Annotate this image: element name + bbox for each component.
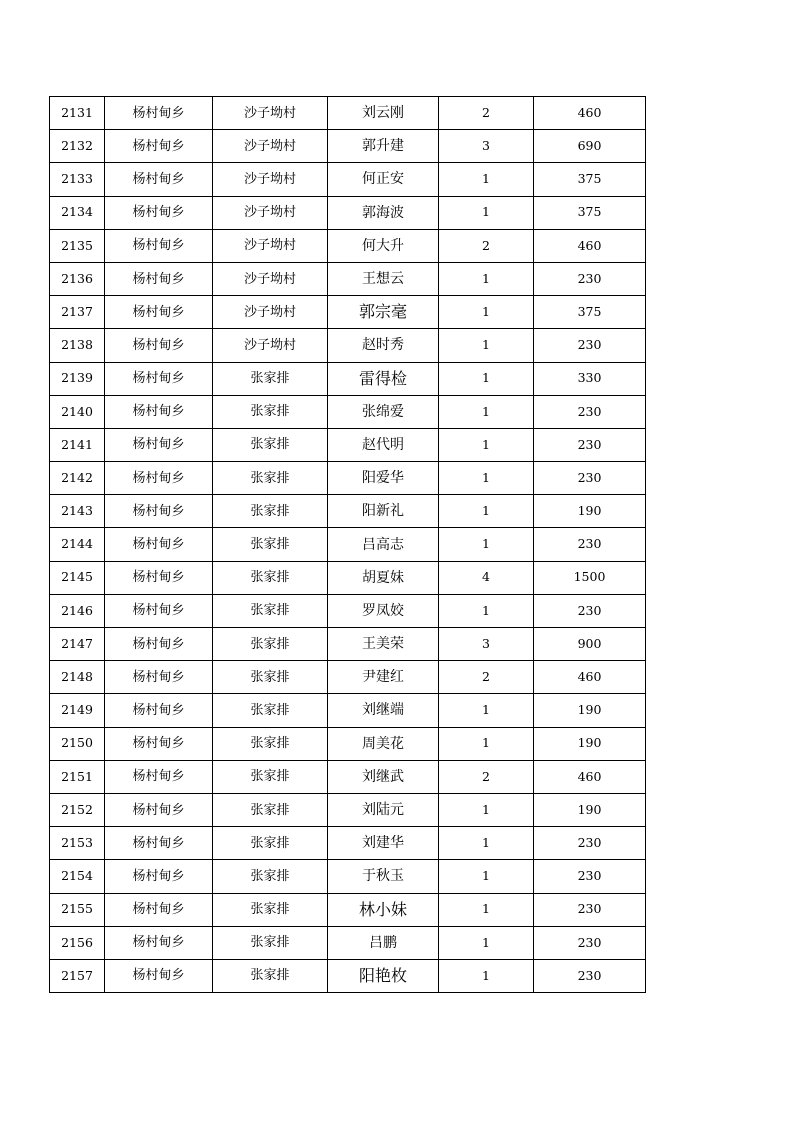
table-row (50, 760, 646, 793)
cell-village: 张家排 (213, 860, 328, 893)
table-row (50, 793, 646, 826)
cell-name: 吕高志 (328, 528, 439, 561)
cell-amount: 190 (534, 793, 646, 826)
cell-amount: 375 (534, 163, 646, 196)
cell-id: 2144 (50, 528, 105, 561)
data-table (49, 96, 646, 993)
table-row (50, 893, 646, 926)
table-row (50, 827, 646, 860)
cell-amount: 375 (534, 196, 646, 229)
cell-amount: 690 (534, 130, 646, 163)
cell-village: 张家排 (213, 362, 328, 395)
cell-amount: 230 (534, 528, 646, 561)
cell-village: 张家排 (213, 561, 328, 594)
cell-township: 杨村甸乡 (105, 362, 213, 395)
cell-name: 胡夏妹 (328, 561, 439, 594)
cell-township: 杨村甸乡 (105, 130, 213, 163)
cell-township: 杨村甸乡 (105, 495, 213, 528)
cell-amount: 375 (534, 296, 646, 329)
table-body (50, 97, 646, 993)
cell-count: 1 (439, 528, 534, 561)
cell-village: 沙子坳村 (213, 229, 328, 262)
table-row (50, 860, 646, 893)
cell-name: 阳新礼 (328, 495, 439, 528)
cell-count: 1 (439, 196, 534, 229)
cell-name: 郭升建 (328, 130, 439, 163)
cell-village: 张家排 (213, 760, 328, 793)
cell-amount: 460 (534, 661, 646, 694)
cell-township: 杨村甸乡 (105, 528, 213, 561)
cell-amount: 1500 (534, 561, 646, 594)
table-row (50, 462, 646, 495)
cell-id: 2139 (50, 362, 105, 395)
cell-name: 刘继武 (328, 760, 439, 793)
table-row (50, 196, 646, 229)
table-row (50, 594, 646, 627)
table-row (50, 628, 646, 661)
cell-count: 1 (439, 793, 534, 826)
cell-name: 何正安 (328, 163, 439, 196)
cell-village: 张家排 (213, 827, 328, 860)
cell-count: 4 (439, 561, 534, 594)
cell-amount: 900 (534, 628, 646, 661)
cell-name: 王美荣 (328, 628, 439, 661)
cell-village: 沙子坳村 (213, 296, 328, 329)
cell-township: 杨村甸乡 (105, 97, 213, 130)
cell-id: 2140 (50, 395, 105, 428)
cell-township: 杨村甸乡 (105, 196, 213, 229)
cell-amount: 230 (534, 262, 646, 295)
cell-name: 张绵爱 (328, 395, 439, 428)
cell-id: 2153 (50, 827, 105, 860)
cell-township: 杨村甸乡 (105, 628, 213, 661)
table-row (50, 959, 646, 992)
cell-count: 1 (439, 594, 534, 627)
table-row (50, 130, 646, 163)
cell-township: 杨村甸乡 (105, 959, 213, 992)
cell-count: 2 (439, 661, 534, 694)
cell-id: 2155 (50, 893, 105, 926)
cell-amount: 230 (534, 395, 646, 428)
cell-name: 刘陆元 (328, 793, 439, 826)
cell-count: 2 (439, 97, 534, 130)
cell-amount: 230 (534, 428, 646, 461)
cell-village: 沙子坳村 (213, 97, 328, 130)
table-row (50, 926, 646, 959)
cell-count: 3 (439, 130, 534, 163)
cell-id: 2143 (50, 495, 105, 528)
cell-village: 张家排 (213, 959, 328, 992)
cell-count: 1 (439, 827, 534, 860)
cell-township: 杨村甸乡 (105, 594, 213, 627)
cell-amount: 460 (534, 229, 646, 262)
table-row (50, 329, 646, 362)
cell-township: 杨村甸乡 (105, 329, 213, 362)
cell-name: 赵时秀 (328, 329, 439, 362)
cell-id: 2148 (50, 661, 105, 694)
cell-id: 2135 (50, 229, 105, 262)
cell-id: 2156 (50, 926, 105, 959)
cell-count: 2 (439, 760, 534, 793)
cell-village: 张家排 (213, 462, 328, 495)
table-row (50, 428, 646, 461)
cell-count: 1 (439, 362, 534, 395)
cell-name: 周美花 (328, 727, 439, 760)
cell-village: 张家排 (213, 893, 328, 926)
cell-count: 1 (439, 163, 534, 196)
cell-village: 沙子坳村 (213, 196, 328, 229)
cell-amount: 330 (534, 362, 646, 395)
cell-count: 1 (439, 727, 534, 760)
cell-name: 阳艳枚 (328, 959, 439, 992)
cell-id: 2137 (50, 296, 105, 329)
cell-amount: 230 (534, 926, 646, 959)
cell-township: 杨村甸乡 (105, 694, 213, 727)
cell-id: 2145 (50, 561, 105, 594)
cell-count: 1 (439, 893, 534, 926)
cell-village: 张家排 (213, 926, 328, 959)
cell-township: 杨村甸乡 (105, 163, 213, 196)
cell-township: 杨村甸乡 (105, 262, 213, 295)
cell-amount: 230 (534, 860, 646, 893)
table-row (50, 97, 646, 130)
cell-id: 2149 (50, 694, 105, 727)
cell-name: 刘继端 (328, 694, 439, 727)
cell-village: 沙子坳村 (213, 130, 328, 163)
table-row (50, 495, 646, 528)
cell-township: 杨村甸乡 (105, 760, 213, 793)
cell-amount: 190 (534, 694, 646, 727)
cell-name: 刘云刚 (328, 97, 439, 130)
cell-township: 杨村甸乡 (105, 428, 213, 461)
cell-name: 雷得检 (328, 362, 439, 395)
cell-id: 2150 (50, 727, 105, 760)
cell-count: 1 (439, 860, 534, 893)
cell-count: 1 (439, 495, 534, 528)
cell-amount: 460 (534, 760, 646, 793)
cell-count: 1 (439, 329, 534, 362)
table-row (50, 694, 646, 727)
table-row (50, 262, 646, 295)
cell-village: 张家排 (213, 628, 328, 661)
cell-township: 杨村甸乡 (105, 793, 213, 826)
cell-township: 杨村甸乡 (105, 893, 213, 926)
cell-village: 张家排 (213, 694, 328, 727)
cell-village: 张家排 (213, 495, 328, 528)
cell-village: 沙子坳村 (213, 262, 328, 295)
cell-village: 张家排 (213, 395, 328, 428)
cell-id: 2133 (50, 163, 105, 196)
table-row (50, 296, 646, 329)
cell-name: 罗凤姣 (328, 594, 439, 627)
cell-count: 3 (439, 628, 534, 661)
cell-village: 沙子坳村 (213, 163, 328, 196)
cell-id: 2131 (50, 97, 105, 130)
cell-township: 杨村甸乡 (105, 926, 213, 959)
cell-count: 2 (439, 229, 534, 262)
cell-name: 刘建华 (328, 827, 439, 860)
cell-village: 张家排 (213, 528, 328, 561)
cell-name: 林小妹 (328, 893, 439, 926)
cell-township: 杨村甸乡 (105, 395, 213, 428)
cell-amount: 230 (534, 594, 646, 627)
cell-village: 张家排 (213, 661, 328, 694)
table-row (50, 229, 646, 262)
cell-id: 2146 (50, 594, 105, 627)
table-row (50, 163, 646, 196)
cell-village: 张家排 (213, 727, 328, 760)
cell-township: 杨村甸乡 (105, 727, 213, 760)
cell-village: 张家排 (213, 594, 328, 627)
cell-name: 赵代明 (328, 428, 439, 461)
cell-id: 2157 (50, 959, 105, 992)
cell-village: 沙子坳村 (213, 329, 328, 362)
cell-name: 郭宗毫 (328, 296, 439, 329)
table-row (50, 561, 646, 594)
cell-name: 于秋玉 (328, 860, 439, 893)
table-row (50, 528, 646, 561)
cell-amount: 190 (534, 727, 646, 760)
cell-count: 1 (439, 959, 534, 992)
cell-village: 张家排 (213, 793, 328, 826)
cell-amount: 230 (534, 959, 646, 992)
cell-township: 杨村甸乡 (105, 229, 213, 262)
cell-amount: 230 (534, 893, 646, 926)
cell-count: 1 (439, 428, 534, 461)
cell-id: 2154 (50, 860, 105, 893)
cell-amount: 460 (534, 97, 646, 130)
table-row (50, 362, 646, 395)
cell-id: 2151 (50, 760, 105, 793)
cell-id: 2152 (50, 793, 105, 826)
cell-village: 张家排 (213, 428, 328, 461)
cell-name: 王想云 (328, 262, 439, 295)
cell-amount: 190 (534, 495, 646, 528)
cell-id: 2141 (50, 428, 105, 461)
cell-township: 杨村甸乡 (105, 561, 213, 594)
cell-count: 1 (439, 395, 534, 428)
cell-township: 杨村甸乡 (105, 462, 213, 495)
cell-amount: 230 (534, 329, 646, 362)
cell-name: 何大升 (328, 229, 439, 262)
cell-count: 1 (439, 694, 534, 727)
cell-township: 杨村甸乡 (105, 296, 213, 329)
cell-count: 1 (439, 462, 534, 495)
cell-name: 吕鹏 (328, 926, 439, 959)
cell-amount: 230 (534, 827, 646, 860)
cell-township: 杨村甸乡 (105, 860, 213, 893)
table-row (50, 395, 646, 428)
table-row (50, 727, 646, 760)
cell-count: 1 (439, 926, 534, 959)
cell-id: 2136 (50, 262, 105, 295)
cell-id: 2132 (50, 130, 105, 163)
cell-id: 2147 (50, 628, 105, 661)
cell-name: 尹建红 (328, 661, 439, 694)
cell-id: 2138 (50, 329, 105, 362)
cell-count: 1 (439, 296, 534, 329)
cell-count: 1 (439, 262, 534, 295)
cell-township: 杨村甸乡 (105, 661, 213, 694)
cell-township: 杨村甸乡 (105, 827, 213, 860)
cell-name: 郭海波 (328, 196, 439, 229)
cell-amount: 230 (534, 462, 646, 495)
cell-id: 2142 (50, 462, 105, 495)
table-row (50, 661, 646, 694)
cell-id: 2134 (50, 196, 105, 229)
cell-name: 阳爱华 (328, 462, 439, 495)
